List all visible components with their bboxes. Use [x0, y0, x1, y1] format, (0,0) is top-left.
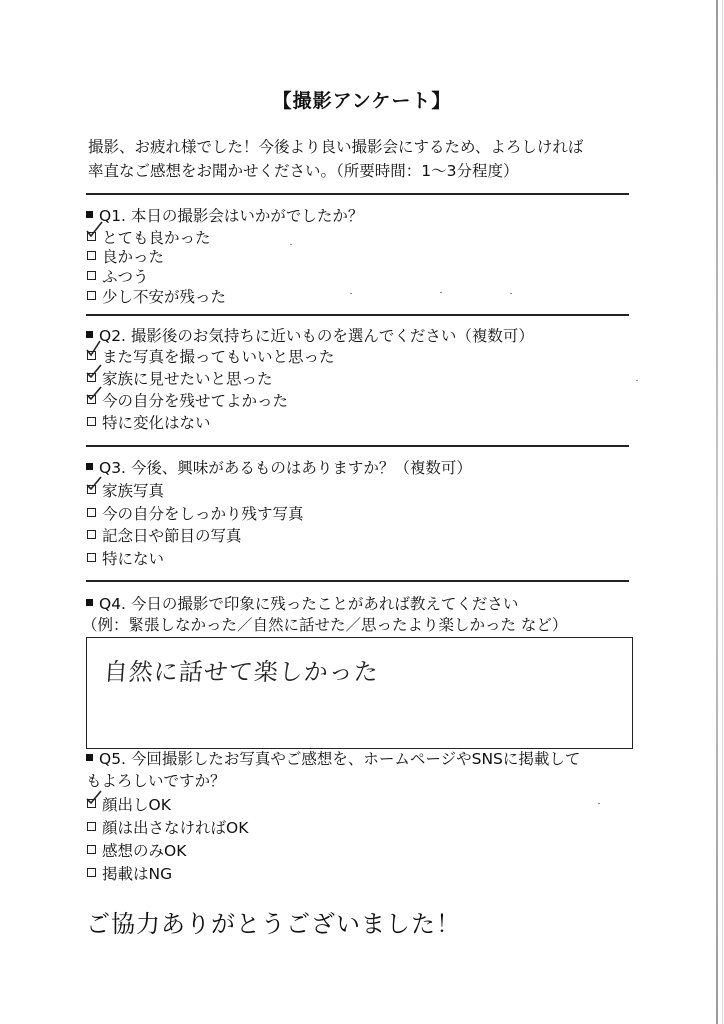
q5-question-line-1: Q5. 今回撮影したお写真やご感想を、ホームページやSNSに掲載して: [99, 750, 581, 768]
q5-option-1[interactable]: [87, 794, 171, 816]
bullet-square-icon: [86, 331, 93, 338]
checkbox-icon[interactable]: [87, 271, 96, 280]
divider: [86, 445, 629, 447]
q2-option-2[interactable]: [87, 368, 273, 390]
scan-speck: [290, 244, 292, 245]
q5-question-line-2: もよろしいですか？: [86, 772, 226, 790]
q5-option-2-label: 顔は出さなければOK: [102, 819, 249, 837]
q2-option-2-label: 家族に見せたいと思った: [102, 370, 273, 388]
scan-speck: [510, 293, 512, 294]
bullet-square-icon: [86, 211, 93, 218]
checkbox-checked-icon[interactable]: [87, 373, 96, 382]
q1-question: Q1. 本日の撮影会はいかがでしたか？: [99, 207, 364, 225]
checkbox-icon[interactable]: [87, 508, 96, 517]
q4-example: （例：緊張しなかった／自然に話せた／思ったより楽しかった など）: [82, 616, 568, 634]
checkbox-icon[interactable]: [87, 530, 96, 539]
check-mark-icon: [86, 474, 104, 492]
divider: [86, 193, 629, 195]
q3-question: Q3. 今後、興味があるものはありますか？（複数可）: [99, 459, 472, 477]
divider: [86, 580, 629, 582]
q3-option-4[interactable]: [87, 548, 164, 570]
q5-option-4-label: 掲載はNG: [102, 865, 173, 883]
intro-text: [88, 135, 648, 183]
q3-option-3[interactable]: [87, 525, 242, 547]
checkbox-checked-icon[interactable]: [87, 351, 96, 360]
scan-edge-line: [722, 0, 723, 1024]
q5-option-1-label: 顔出しOK: [102, 796, 171, 814]
q1-option-4-label: 少し不安が残った: [102, 288, 227, 306]
q5-option-4[interactable]: [87, 863, 172, 885]
q3-option-4-label: 特にない: [102, 550, 165, 568]
q2-option-4-label: 特に変化はない: [102, 414, 211, 432]
page-title: 【撮影アンケート】: [272, 90, 452, 112]
q1-option-2[interactable]: [87, 246, 164, 268]
q2-option-3-label: 今の自分を残せてよかった: [102, 392, 289, 410]
q2-question: Q2. 撮影後のお気持ちに近いものを選んでください（複数可）: [99, 327, 534, 345]
q3-option-3-label: 記念日や節目の写真: [102, 527, 242, 545]
q1-option-2-label: 良かった: [102, 248, 165, 266]
checkbox-checked-icon[interactable]: [87, 395, 96, 404]
q5-option-3[interactable]: [87, 840, 186, 862]
checkbox-icon[interactable]: [87, 845, 96, 854]
q5-option-3-label: 感想のみOK: [102, 842, 187, 860]
q2-option-4[interactable]: [87, 412, 211, 434]
q1-option-3[interactable]: [87, 266, 149, 288]
q3-option-2-label: 今の自分をしっかり残す写真: [102, 505, 304, 523]
checkbox-icon[interactable]: [87, 553, 96, 562]
check-mark-icon: [86, 221, 104, 239]
scan-speck: [440, 292, 442, 293]
checkbox-icon[interactable]: [87, 251, 96, 260]
q4-handwritten-answer: 自然に話せて楽しかった: [102, 658, 380, 686]
q5-heading: [86, 748, 580, 770]
check-mark-icon: [86, 788, 104, 806]
checkbox-checked-icon[interactable]: [87, 232, 96, 241]
thanks-message: ご協力ありがとうございました！: [86, 910, 461, 938]
q2-option-3[interactable]: [87, 390, 288, 412]
q1-heading: [86, 205, 363, 227]
check-mark-icon: [86, 362, 104, 380]
q2-heading: [86, 325, 534, 347]
checkbox-checked-icon[interactable]: [87, 485, 96, 494]
q3-option-1[interactable]: [87, 480, 164, 502]
check-mark-icon: [86, 384, 104, 402]
checkbox-icon[interactable]: [87, 868, 96, 877]
scan-speck: [598, 803, 600, 804]
intro-line-1: 撮影、お疲れ様でした！今後より良い撮影会にするため、よろしければ: [88, 138, 584, 156]
scan-speck: [350, 293, 352, 294]
q1-option-4[interactable]: [87, 286, 226, 308]
q3-heading: [86, 457, 472, 479]
q4-question: Q4. 今日の撮影で印象に残ったことがあれば教えてください: [99, 595, 519, 613]
q5-option-2[interactable]: [87, 817, 248, 839]
q2-option-1[interactable]: [87, 346, 335, 368]
q3-option-2[interactable]: [87, 503, 304, 525]
divider: [86, 314, 629, 316]
checkbox-icon[interactable]: [87, 417, 96, 426]
checkbox-icon[interactable]: [87, 822, 96, 831]
q2-option-1-label: また写真を撮ってもいいと思った: [102, 348, 335, 366]
checkbox-checked-icon[interactable]: [87, 799, 96, 808]
check-mark-icon: [86, 340, 104, 358]
bullet-square-icon: [86, 754, 93, 761]
bullet-square-icon: [86, 599, 93, 606]
q3-option-1-label: 家族写真: [102, 482, 165, 500]
bullet-square-icon: [86, 463, 93, 470]
scan-speck: [636, 380, 638, 381]
scan-edge-shadow: [716, 0, 718, 1024]
q1-option-1-label: とても良かった: [102, 229, 211, 247]
q4-heading: [86, 593, 518, 615]
intro-line-2: 率直なご感想をお聞かせください。（所要時間：1〜3分程度）: [88, 162, 519, 180]
checkbox-icon[interactable]: [87, 291, 96, 300]
q1-option-3-label: ふつう: [102, 268, 149, 286]
